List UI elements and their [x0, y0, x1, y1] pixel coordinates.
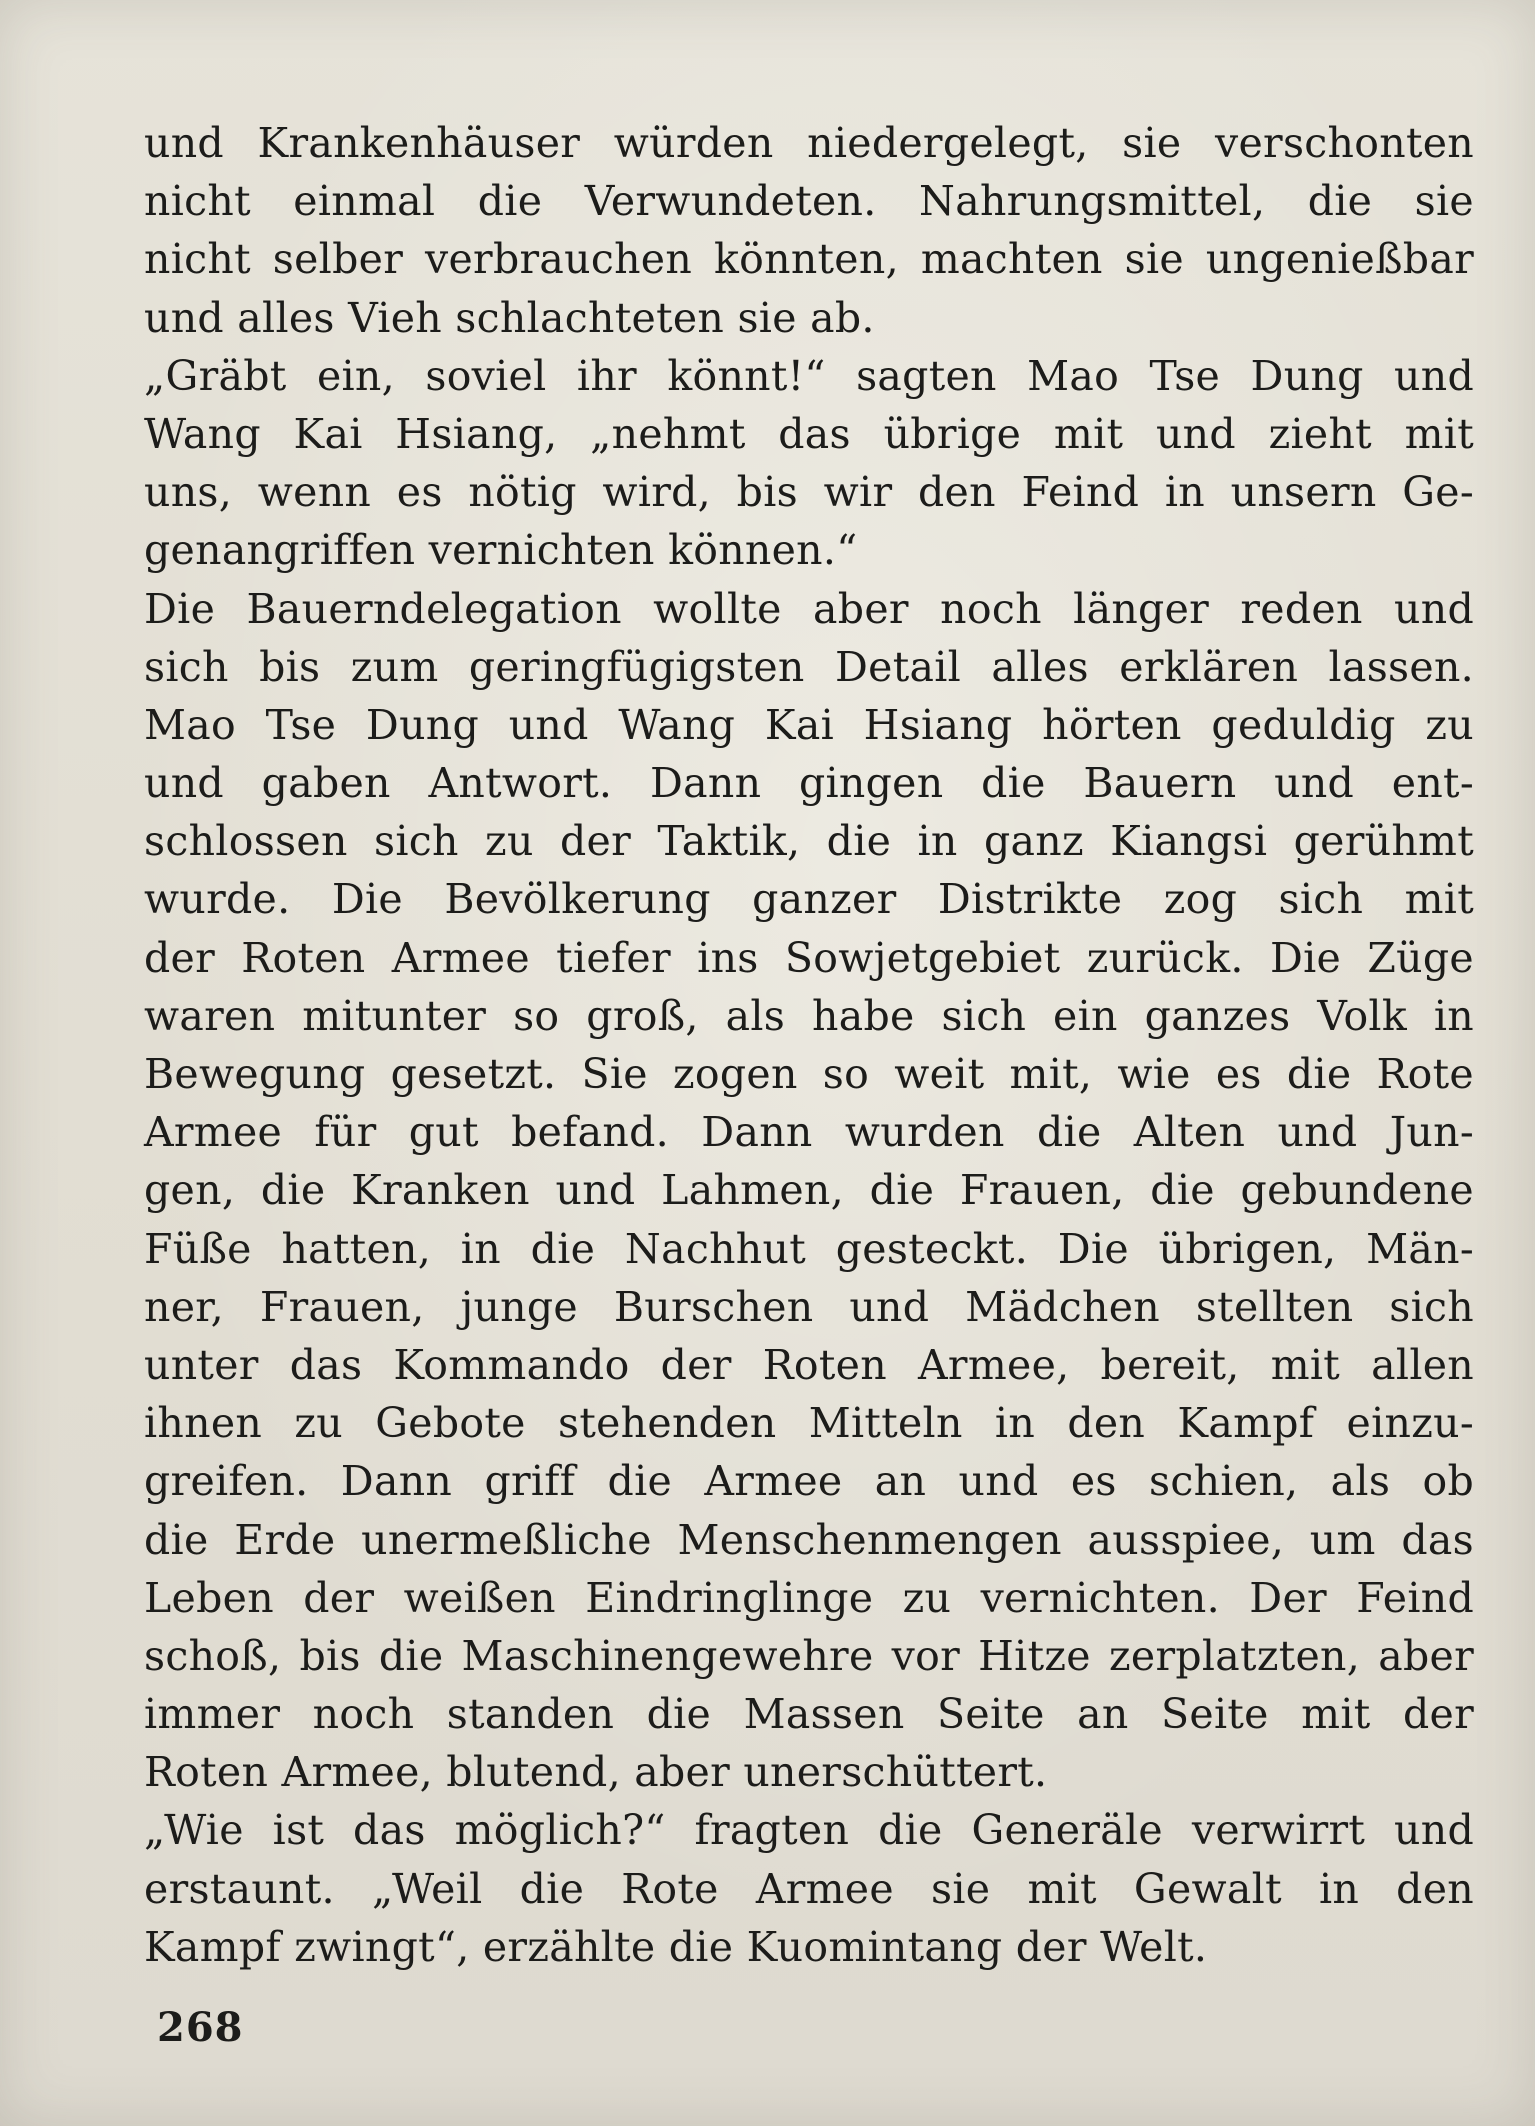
text-line: und alles Vieh schlachteten sie ab.: [144, 293, 875, 342]
text-line: Mao Tse Dung und Wang Kai Hsiang hörten geduldig zu: [144, 700, 1474, 749]
page-number: 268: [157, 2004, 244, 2051]
text-line: Kampf zwingt“, erzählte die Kuomintang der Welt.: [144, 1922, 1208, 1971]
text-line: ihnen zu Gebote stehenden Mitteln in den Kampf einzu-: [144, 1399, 1474, 1448]
text-line: „Gräbt ein, soviel ihr könnt!“ sagten Mao Tse Dung und: [144, 351, 1474, 400]
text-line: unter das Kommando der Roten Armee, bereit, mit allen: [144, 1340, 1474, 1389]
paragraph: [144, 114, 1474, 347]
text-line: ner, Frauen, junge Burschen und Mädchen stellten sich: [144, 1282, 1474, 1331]
text-line: erstaunt. „Weil die Rote Armee sie mit Gewalt in den: [144, 1864, 1474, 1913]
text-line: und gaben Antwort. Dann gingen die Bauern und ent-: [144, 759, 1474, 808]
text-line: nicht einmal die Verwundeten. Nahrungsmittel, die sie: [144, 177, 1474, 226]
text-line: und Krankenhäuser würden niedergelegt, sie verschonten: [144, 119, 1474, 167]
text-line: gen, die Kranken und Lahmen, die Frauen, die gebundene: [144, 1166, 1474, 1215]
text-line: Leben der weißen Eindringlinge zu vernichten. Der Feind: [144, 1573, 1474, 1622]
text-line: Roten Armee, blutend, aber unerschüttert.: [144, 1748, 1048, 1797]
text-line: immer noch standen die Massen Seite an Seite mit der: [144, 1690, 1474, 1739]
body-text: [144, 114, 1474, 1976]
text-line: Wang Kai Hsiang, „nehmt das übrige mit und zieht mit: [144, 409, 1474, 458]
text-line: uns, wenn es nötig wird, bis wir den Feind in unsern Ge-: [144, 468, 1474, 517]
text-line: Armee für gut befand. Dann wurden die Alten und Jun-: [144, 1108, 1474, 1157]
text-line: Füße hatten, in die Nachhut gesteckt. Die übrigen, Män-: [144, 1224, 1474, 1273]
text-line: greifen. Dann griff die Armee an und es schien, als ob: [144, 1457, 1474, 1506]
text-line: waren mitunter so groß, als habe sich ein ganzes Volk in: [144, 991, 1474, 1040]
text-line: schlossen sich zu der Taktik, die in ganz Kiangsi gerühmt: [144, 817, 1474, 866]
text-line: genangriffen vernichten können.“: [144, 526, 858, 575]
paragraph: [144, 347, 1474, 580]
text-line: die Erde unermeßliche Menschenmengen ausspiee, um das: [144, 1515, 1474, 1564]
text-line: wurde. Die Bevölkerung ganzer Distrikte zog sich mit: [144, 875, 1474, 924]
paragraph: [144, 580, 1474, 1802]
text-line: „Wie ist das möglich?“ fragten die Generäle verwirrt und: [144, 1806, 1474, 1855]
text-line: Bewegung gesetzt. Sie zogen so weit mit, wie es die Rote: [144, 1050, 1474, 1098]
text-line: schoß, bis die Maschinengewehre vor Hitze zerplatzten, aber: [144, 1631, 1474, 1680]
text-line: Die Bauerndelegation wollte aber noch länger reden und: [144, 584, 1474, 633]
text-line: der Roten Armee tiefer ins Sowjetgebiet zurück. Die Züge: [144, 933, 1474, 982]
text-line: sich bis zum geringfügigsten Detail alles erklären lassen.: [144, 642, 1474, 691]
paragraph: [144, 1801, 1474, 1976]
text-line: nicht selber verbrauchen könnten, machten sie ungenießbar: [144, 235, 1474, 284]
